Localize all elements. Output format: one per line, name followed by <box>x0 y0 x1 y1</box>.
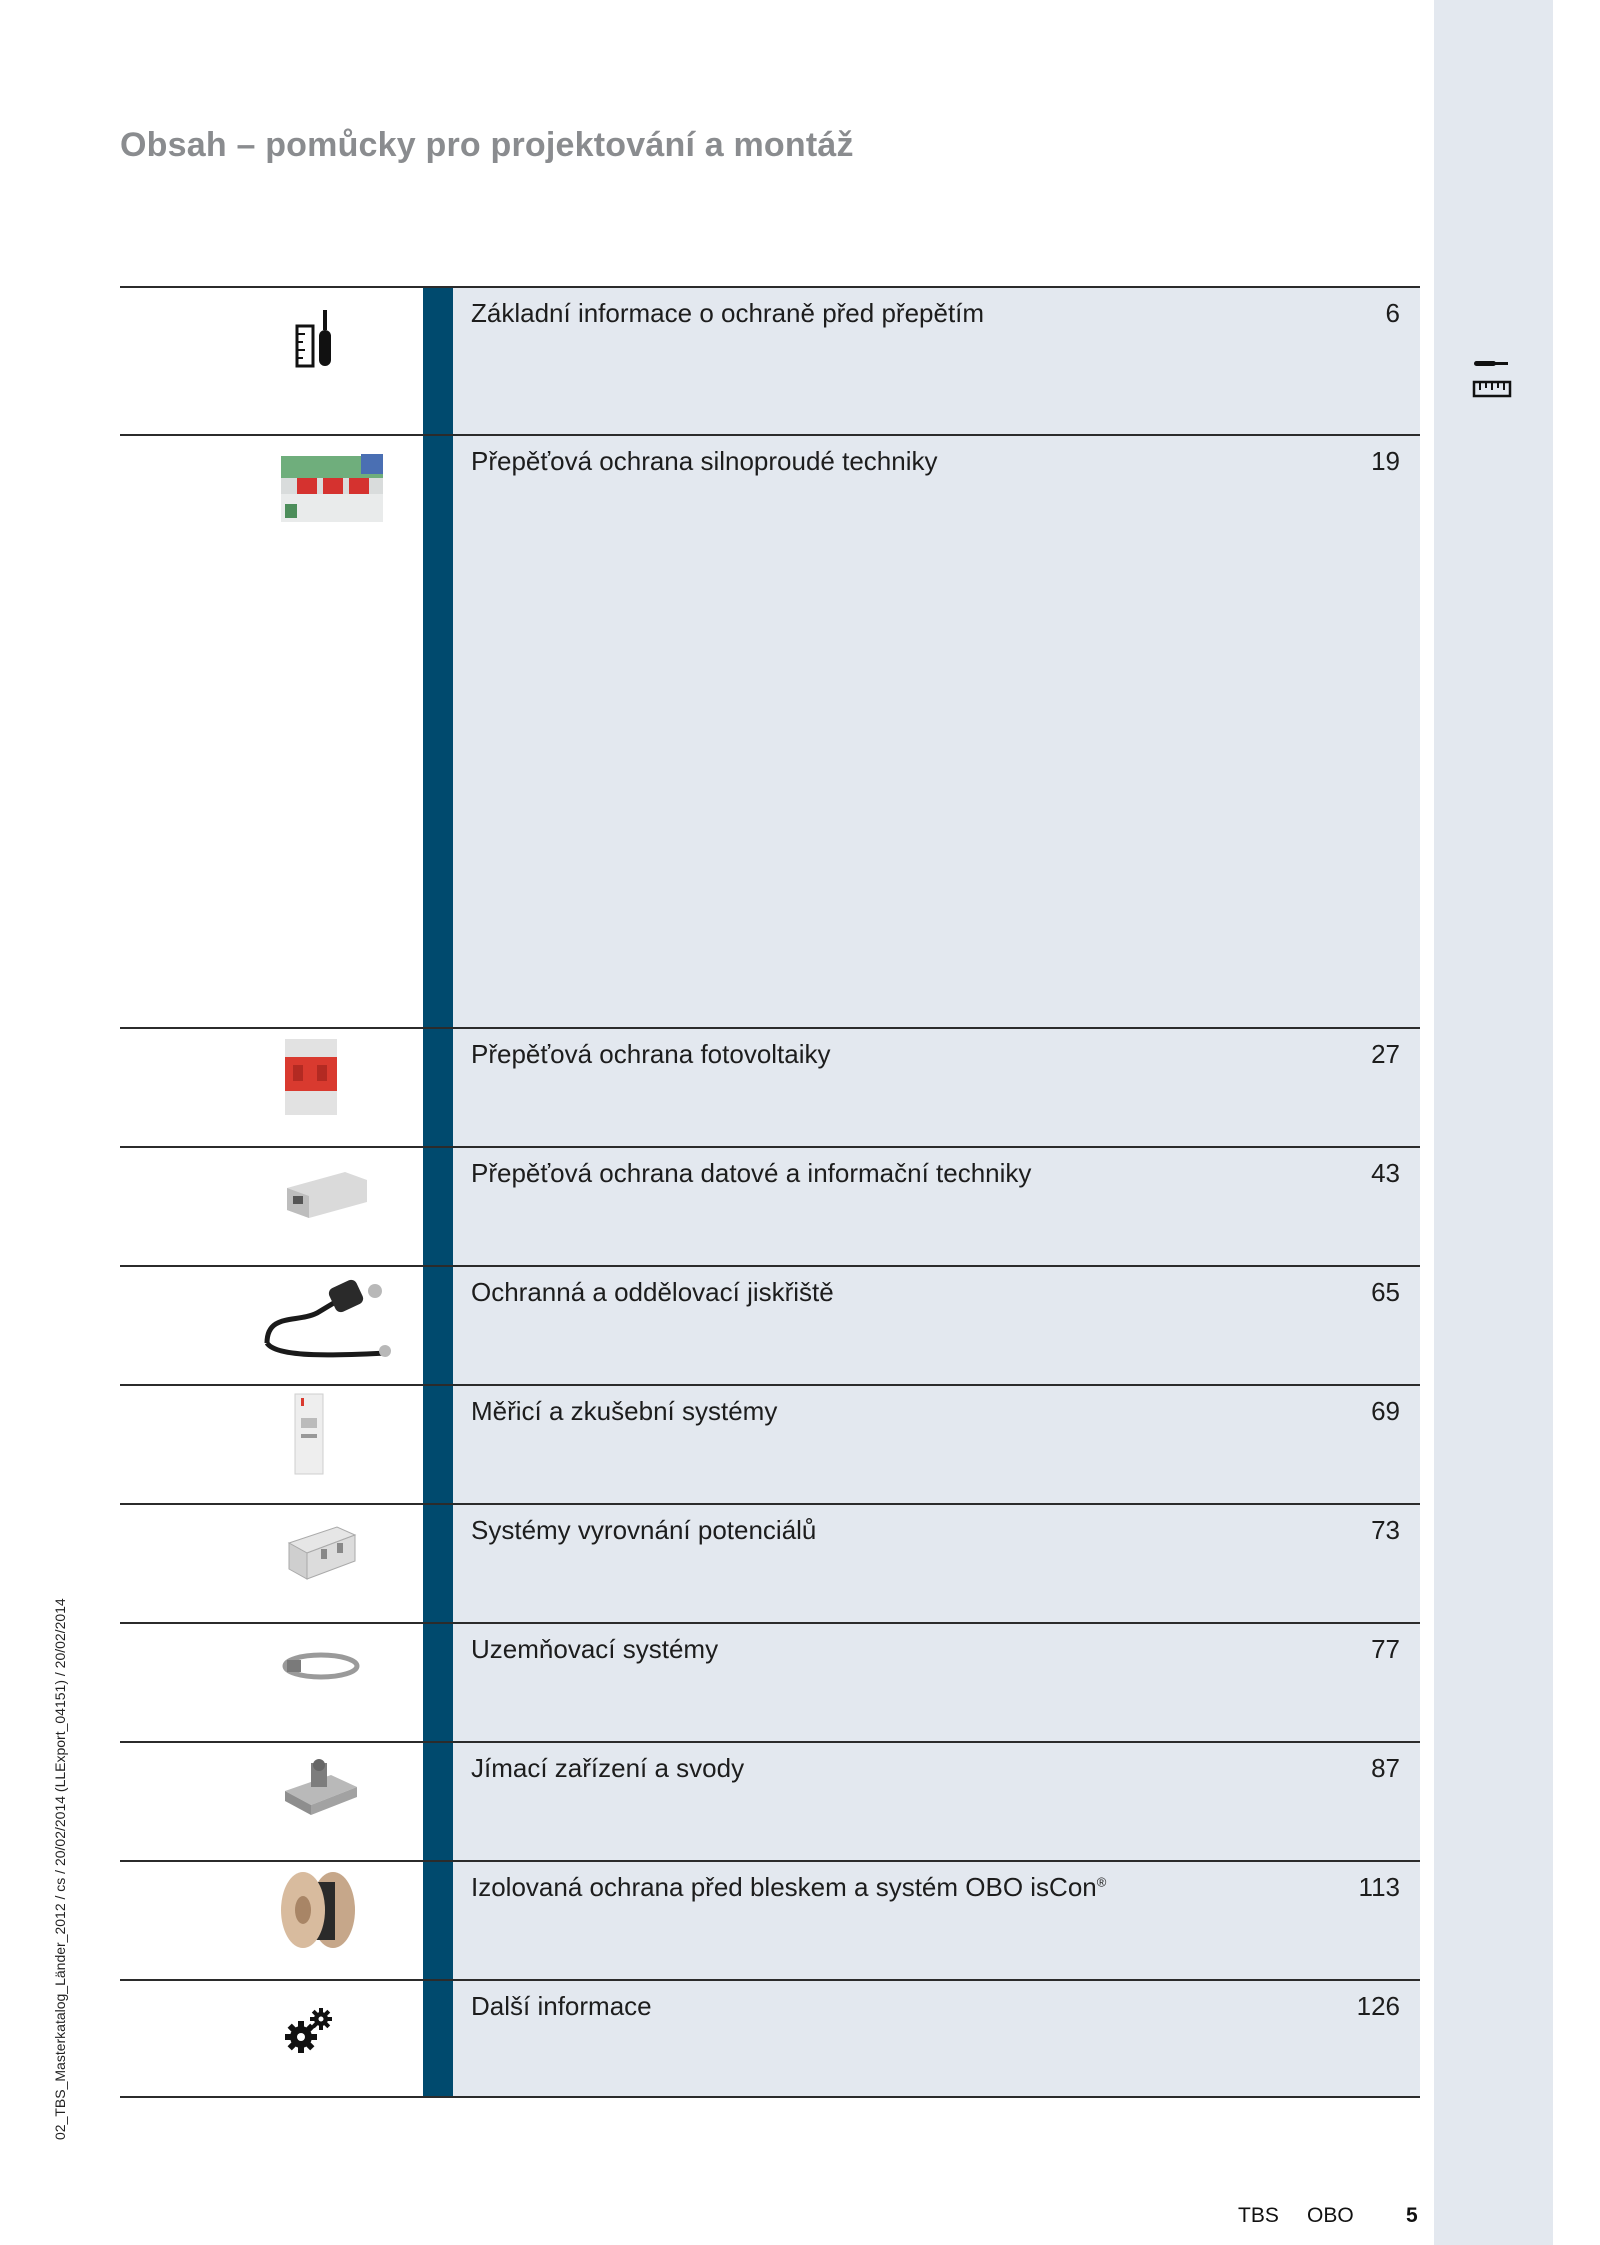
page-title: Obsah – pomůcky pro projektování a montáž <box>120 126 854 164</box>
toc-entry-title[interactable]: Jímací zařízení a svody <box>471 1753 745 1783</box>
toc-entry-title[interactable]: Základní informace o ochraně před přepětím <box>471 298 985 328</box>
toc-row[interactable] <box>120 434 1420 1027</box>
toc-row[interactable] <box>120 1622 1420 1741</box>
toc-page-number[interactable]: 27 <box>1371 1039 1400 1069</box>
toc-page-number[interactable]: 69 <box>1371 1396 1400 1426</box>
toc-page-number[interactable]: 43 <box>1371 1158 1400 1188</box>
registered-mark: ® <box>1096 1874 1107 1890</box>
toc-row[interactable] <box>120 1503 1420 1622</box>
equipotential-bar-image <box>281 1519 361 1589</box>
table-of-contents <box>120 286 1420 2098</box>
toc-row[interactable] <box>120 1979 1420 2098</box>
surge-arrester-image <box>277 448 387 530</box>
ruler-screwdriver-icon <box>293 306 341 376</box>
pv-protector-image <box>281 1037 341 1117</box>
toc-entry-title[interactable]: Izolovaná ochrana před bleskem a systém OBO isCon® <box>471 1872 1107 1902</box>
toc-entry-title[interactable]: Měřicí a zkušební systémy <box>471 1396 778 1426</box>
earthing-clamp-image <box>281 1646 361 1686</box>
toc-entry-title[interactable]: Další informace <box>471 1991 652 2021</box>
test-device-image <box>291 1392 327 1476</box>
ruler-screwdriver-icon <box>1470 360 1514 400</box>
toc-page-number[interactable]: 113 <box>1358 1872 1400 1902</box>
toc-entry-title[interactable]: Přepěťová ochrana datové a informační techniky <box>471 1158 1032 1188</box>
toc-entry-title[interactable]: Přepěťová ochrana silnoproudé techniky <box>471 446 938 476</box>
footer-brand-obo: OBO <box>1307 2204 1354 2227</box>
data-protector-image <box>283 1166 371 1222</box>
toc-row[interactable] <box>120 286 1420 434</box>
cable-reel-image <box>277 1868 361 1952</box>
toc-entry-title[interactable]: Ochranná a oddělovací jiskřiště <box>471 1277 834 1307</box>
print-job-note: 02_TBS_Masterkatalog_Länder_2012 / cs / 20/02/2014 (LLExport_04151) / 20/02/2014 <box>52 1598 68 2140</box>
footer-page-number: 5 <box>1406 2204 1418 2227</box>
toc-page-number[interactable]: 6 <box>1385 298 1400 328</box>
footer-brand-tbs: TBS <box>1238 2204 1279 2227</box>
toc-row[interactable] <box>120 1146 1420 1265</box>
gears-icon <box>281 2005 337 2055</box>
air-terminal-clamp-image <box>281 1757 361 1821</box>
toc-page-number[interactable]: 73 <box>1371 1515 1400 1545</box>
toc-page-number[interactable]: 87 <box>1371 1753 1400 1783</box>
spark-gap-image <box>257 1273 397 1363</box>
toc-page-number[interactable]: 65 <box>1371 1277 1400 1307</box>
side-tab-band <box>1434 0 1553 2245</box>
toc-page-number[interactable]: 126 <box>1356 1991 1400 2021</box>
toc-page-number[interactable]: 77 <box>1371 1634 1400 1664</box>
toc-row[interactable] <box>120 1860 1420 1979</box>
toc-row[interactable] <box>120 1027 1420 1146</box>
toc-row[interactable] <box>120 1741 1420 1860</box>
toc-entry-title[interactable]: Přepěťová ochrana fotovoltaiky <box>471 1039 831 1069</box>
toc-entry-title[interactable]: Systémy vyrovnání potenciálů <box>471 1515 817 1545</box>
toc-page-number[interactable]: 19 <box>1371 446 1400 476</box>
toc-entry-title[interactable]: Uzemňovací systémy <box>471 1634 719 1664</box>
toc-row[interactable] <box>120 1265 1420 1384</box>
toc-row[interactable] <box>120 1384 1420 1503</box>
